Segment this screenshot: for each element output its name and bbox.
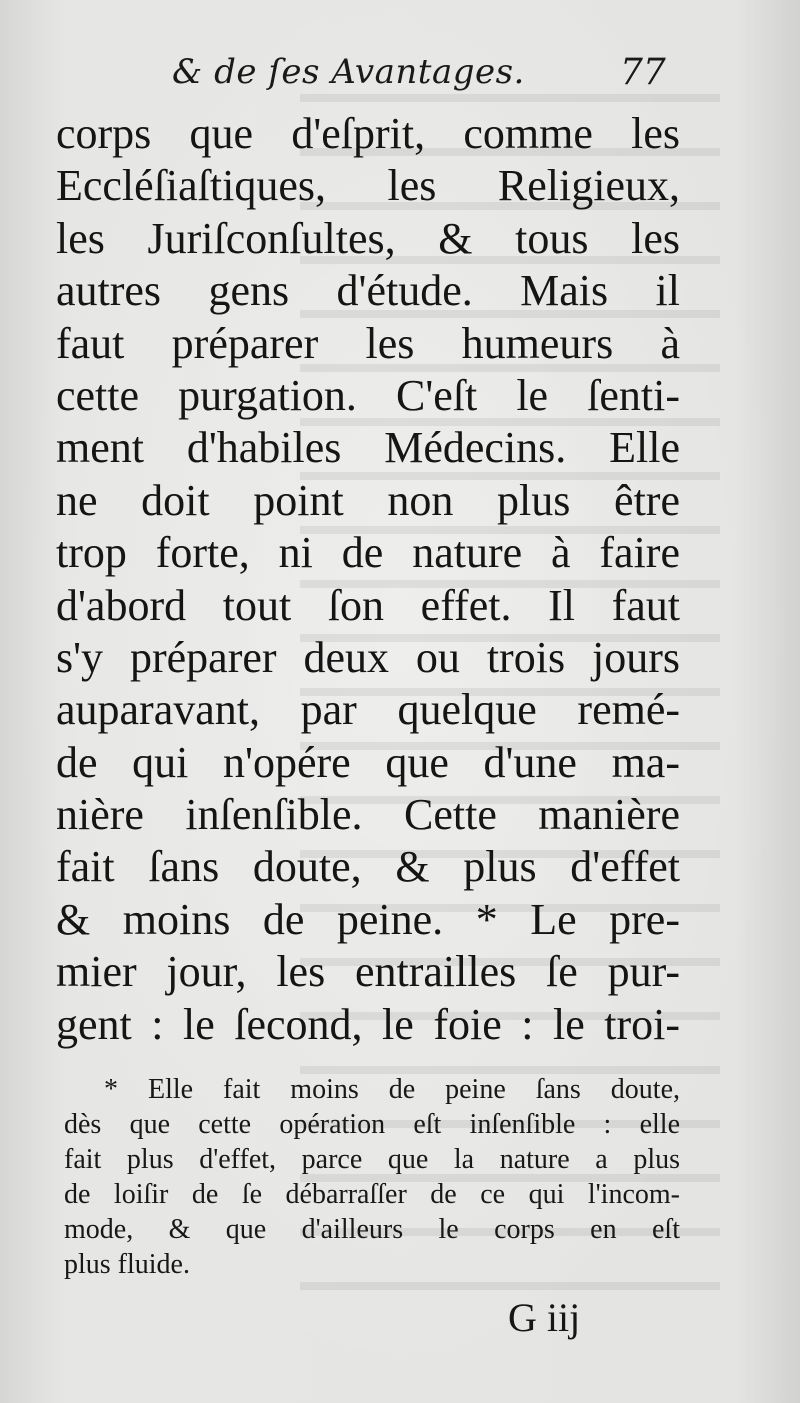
text-line: s'y préparer deux ou trois jours bbox=[56, 632, 680, 682]
text-line: autres gens d'étude. Mais il bbox=[56, 266, 680, 316]
footnote-line: de loiſir de ſe débarraſſer de ce qui l'incom- bbox=[64, 1179, 680, 1210]
text-line: gent : le ſecond, le foie : le troi- bbox=[56, 999, 680, 1049]
footnote bbox=[64, 1072, 680, 1282]
text-line: nière inſenſible. Cette manière bbox=[56, 790, 680, 840]
body-text bbox=[56, 108, 680, 1051]
page-number: 77 bbox=[620, 52, 666, 93]
footnote-line: plus fluide. bbox=[64, 1249, 190, 1280]
footnote-line: dès que cette opération eſt inſenſible : elle bbox=[64, 1109, 680, 1140]
text-line: ne doit point non plus être bbox=[56, 475, 680, 525]
footnote-line: mode, & que d'ailleurs le corps en eſt bbox=[64, 1214, 680, 1245]
text-line: faut préparer les humeurs à bbox=[56, 318, 680, 368]
page-header bbox=[0, 52, 800, 102]
text-line: les Juriſconſultes, & tous les bbox=[56, 213, 680, 263]
text-line: Eccléſiaſtiques, les Religieux, bbox=[56, 161, 680, 211]
text-line: ment d'habiles Médecins. Elle bbox=[56, 423, 680, 473]
footnote-line: * Elle fait moins de peine ſans doute, bbox=[104, 1074, 680, 1105]
text-line: & moins de peine. * Le pre- bbox=[56, 894, 680, 944]
text-line: cette purgation. C'eſt le ſenti- bbox=[56, 370, 680, 420]
text-line: corps que d'eſprit, comme les bbox=[56, 109, 680, 158]
text-line: d'abord tout ſon effet. Il faut bbox=[56, 580, 680, 630]
text-line: fait ſans doute, & plus d'effet bbox=[56, 842, 680, 892]
text-line: trop forte, ni de nature à faire bbox=[56, 528, 680, 578]
text-line: mier jour, les entrailles ſe pur- bbox=[56, 947, 680, 997]
running-head: & de ſes Avantages. bbox=[172, 52, 525, 92]
footnote-line: fait plus d'effet, parce que la nature a plus bbox=[64, 1144, 680, 1175]
text-line: de qui n'opére que d'une ma- bbox=[56, 737, 680, 787]
signature-mark: G iij bbox=[508, 1295, 581, 1340]
text-line: auparavant, par quelque remé- bbox=[56, 685, 680, 735]
